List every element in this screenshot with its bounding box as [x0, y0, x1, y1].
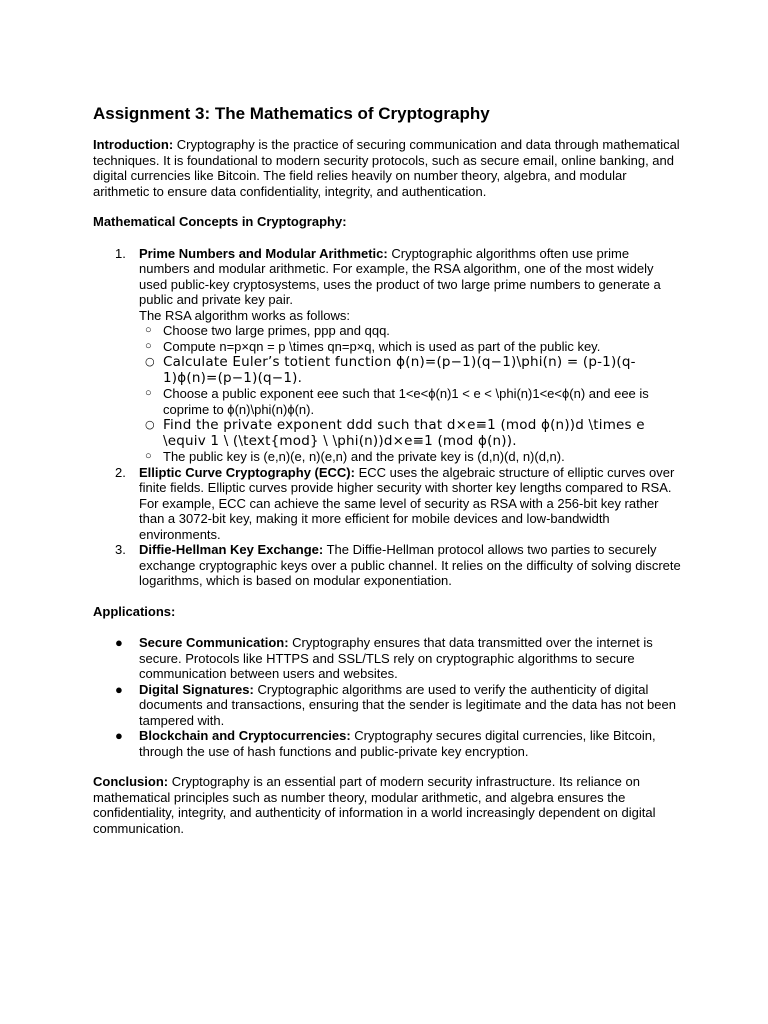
- application-text: Cryptography ensures that data transmitted over the internet is secure. Protocols like HTTPS and SSL/TLS rely on cryptographic algorithms to secure communication between users and websites.: [139, 635, 653, 681]
- rsa-step: [139, 417, 683, 449]
- rsa-steps-list: [139, 323, 683, 465]
- rsa-step-text: Choose a public exponent eee such that 1<e<ϕ(n)1 < e < \phi(n)1<e<ϕ(n) and eee is coprime to ϕ(n)\phi(n)ϕ(n).: [163, 386, 649, 417]
- rsa-step-text: Compute n=p×qn = p \times qn=p×q, which is used as part of the public key.: [163, 338, 601, 354]
- circle-bullet-icon: ○: [145, 418, 155, 431]
- concept-number: 3.: [115, 542, 126, 557]
- application-item: [93, 635, 683, 682]
- application-label: Secure Communication:: [139, 635, 289, 650]
- rsa-step: [139, 354, 683, 386]
- bullet-icon: ●: [115, 681, 123, 697]
- application-text: Cryptographic algorithms are used to verify the authenticity of digital documents and transactions, ensuring that the sender is legitimate and the data has not been tampered with.: [139, 681, 676, 728]
- rsa-intro: The RSA algorithm works as follows:: [139, 307, 350, 323]
- concept-text: ECC uses the algebraic structure of elliptic curves over finite fields. Elliptic curves provide higher security with shorter key lengths compared to RSA. For example, ECC can achieve the same level of security as RSA with a 256-bit key rather than a 3072-bit key, making it more efficient for mobile devices and low-bandwidth environments.: [139, 464, 675, 542]
- rsa-step-text: Choose two large primes, ppp and qqq.: [163, 323, 390, 338]
- rsa-step: [139, 386, 683, 417]
- introduction-paragraph: [93, 137, 683, 199]
- concept-label: Prime Numbers and Modular Arithmetic:: [139, 245, 388, 261]
- application-label: Blockchain and Cryptocurrencies:: [139, 728, 351, 743]
- application-item: [93, 728, 683, 759]
- concept-text: Cryptographic algorithms often use prime numbers and modular arithmetic. For example, the RSA algorithm, one of the most widely used public-key cryptosystems, uses the product of two large prime numbers to generate a public and private key pair.: [139, 245, 661, 307]
- concept-number: 2.: [115, 464, 126, 480]
- rsa-step-text: Calculate Euler’s totient function ϕ(n)=(p−1)(q−1)\phi(n) = (p-1)(q-1)ϕ(n)=(p−1)(q−1).: [163, 354, 636, 386]
- circle-bullet-icon: ○: [145, 387, 152, 399]
- rsa-step: [139, 339, 683, 355]
- introduction-label: Introduction:: [93, 137, 174, 152]
- rsa-step-text: The public key is (e,n)(e, n)(e,n) and the private key is (d,n)(d, n)(d,n).: [163, 449, 565, 464]
- concept-label: Elliptic Curve Cryptography (ECC):: [139, 464, 355, 480]
- bullet-icon: ●: [115, 728, 123, 743]
- concept-item-ecc: [93, 465, 683, 543]
- circle-bullet-icon: ○: [145, 324, 152, 336]
- rsa-step: [139, 449, 683, 465]
- circle-bullet-icon: ○: [145, 355, 155, 368]
- conclusion-label: Conclusion:: [93, 774, 169, 789]
- concepts-list: [93, 246, 683, 589]
- circle-bullet-icon: ○: [145, 339, 152, 352]
- bullet-icon: ●: [115, 635, 123, 650]
- rsa-step-text: Find the private exponent ddd such that d×e≡1 (mod ϕ(n))d \times e \equiv 1 \ (\text{mod} \ \phi(n))d×e≡1 (mod ϕ(n)).: [163, 417, 645, 449]
- concept-item-rsa: [93, 246, 683, 465]
- concept-label: Diffie-Hellman Key Exchange:: [139, 542, 324, 557]
- applications-heading: Applications:: [93, 603, 176, 619]
- rsa-step: [139, 323, 683, 339]
- concept-item-diffie-hellman: [93, 542, 683, 589]
- conclusion-text: Cryptography is an essential part of modern security infrastructure. Its reliance on mathematical principles such as number theory, modular arithmetic, and algebra ensures the confidentiality, integrity, and authenticity of information in a world increasingly dependent on digital communication.: [93, 774, 656, 836]
- circle-bullet-icon: ○: [145, 450, 152, 462]
- concept-text: The Diffie-Hellman protocol allows two parties to securely exchange cryptographic keys over a public channel. It relies on the difficulty of solving discrete logarithms, which is based on modular exponentiation.: [139, 542, 681, 588]
- application-text: Cryptography secures digital currencies, like Bitcoin, through the use of hash functions and public-private key encryption.: [139, 728, 656, 759]
- applications-list: [93, 635, 683, 759]
- concept-number: 1.: [115, 245, 126, 261]
- conclusion-paragraph: [93, 774, 683, 836]
- introduction-text: Cryptography is the practice of securing communication and data through mathematical techniques. It is foundational to modern security protocols, such as secure email, online banking, and digital currencies like Bitcoin. The field relies heavily on number theory, algebra, and modular arithmetic to ensure data confidentiality, integrity, and authentication.: [93, 137, 680, 199]
- concepts-heading: Mathematical Concepts in Cryptography:: [93, 214, 347, 229]
- document-title: Assignment 3: The Mathematics of Cryptography: [93, 104, 490, 123]
- document-page: [93, 104, 683, 851]
- application-label: Digital Signatures:: [139, 681, 254, 697]
- application-item: [93, 682, 683, 729]
